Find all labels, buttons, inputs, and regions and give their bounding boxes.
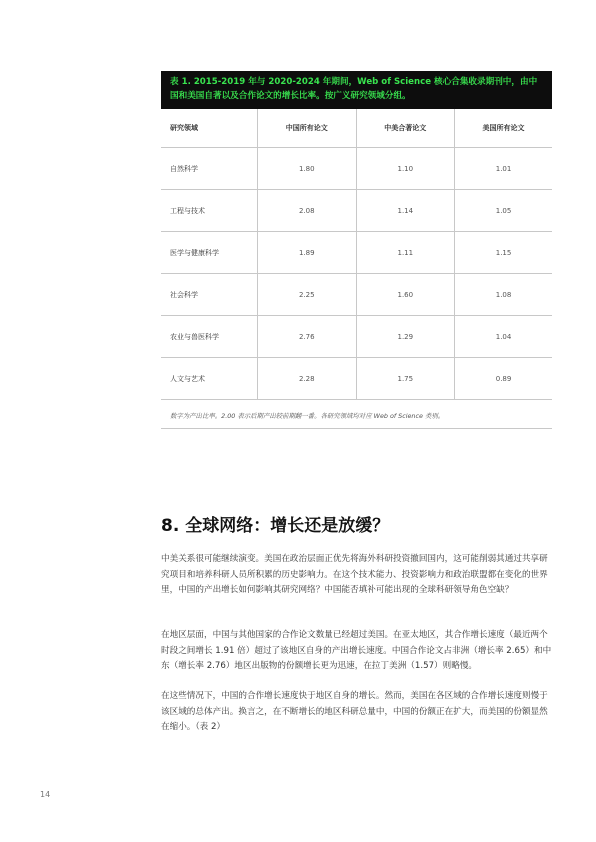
row-us: 1.15 [455, 232, 552, 274]
row-china-us: 1.11 [356, 232, 455, 274]
table-row [161, 232, 552, 274]
table-row [161, 148, 552, 190]
row-field: 农业与兽医科学 [161, 316, 258, 358]
growth-ratio-table [161, 109, 552, 400]
row-china-us: 1.75 [356, 358, 455, 400]
paragraph-3: 在这些情况下，中国的合作增长速度快于地区自身的增长。然而，美国在各区域的合作增长速度则慢于该区域的总体产出。换言之，在不断增长的地区科研总量中，中国的份额正在扩大，而美国的份额显然在缩小。（表 2） [161, 691, 548, 732]
row-field: 人文与艺术 [161, 358, 258, 400]
row-us: 1.01 [455, 148, 552, 190]
section-title: 8. 全球网络：增长还是放缓？ [161, 516, 390, 536]
row-china: 2.28 [258, 358, 357, 400]
row-china: 1.80 [258, 148, 357, 190]
row-us: 1.08 [455, 274, 552, 316]
table-row [161, 274, 552, 316]
table-row [161, 316, 552, 358]
row-us: 0.89 [455, 358, 552, 400]
row-us: 1.04 [455, 316, 552, 358]
row-china-us: 1.60 [356, 274, 455, 316]
header-field: 研究领域 [161, 109, 258, 148]
row-field: 社会科学 [161, 274, 258, 316]
row-field: 自然科学 [161, 148, 258, 190]
table-row [161, 190, 552, 232]
table-1 [161, 71, 552, 429]
row-china: 2.25 [258, 274, 357, 316]
header-china: 中国所有论文 [258, 109, 357, 148]
row-china: 2.08 [258, 190, 357, 232]
table-caption: 表 1. 2015-2019 年与 2020-2024 年期间，Web of Science 核心合集收录期刊中，由中国和美国自著以及合作论文的增长比率。按广义研究领域分组。 [161, 71, 552, 109]
paragraph-2: 在地区层面，中国与其他国家的合作论文数量已经超过美国。在亚太地区，其合作增长速度（最近两个时段之间增长 1.91 倍）超过了该地区自身的产出增长速度。中国合作论文占非洲（增长率 2.65）和中东（增长率 2.76）地区出版物的份额增长更为迅速，在拉丁美洲（1.57）则略慢。 [161, 630, 552, 671]
header-us: 美国所有论文 [455, 109, 552, 148]
table-bottom-divider [161, 428, 552, 429]
table-note: 数字为产出比率。2.00 表示后期产出较前期翻一番。各研究领域均对应 Web of Science 类别。 [170, 412, 445, 420]
row-china: 2.76 [258, 316, 357, 358]
row-china-us: 1.29 [356, 316, 455, 358]
row-field: 医学与健康科学 [161, 232, 258, 274]
table-header-row [161, 109, 552, 148]
table-row [161, 358, 552, 400]
row-field: 工程与技术 [161, 190, 258, 232]
paragraph-1: 中美关系很可能继续演变。美国在政治层面正优先将海外科研投资撤回国内，这可能削弱其通过共享研究项目和培养科研人员所积累的历史影响力。在这个技术能力、投资影响力和政治联盟都在变化的世界里，中国的产出增长如何影响其研究网络？中国能否填补可能出现的全球科研领导角色空缺？ [161, 554, 548, 595]
row-china-us: 1.14 [356, 190, 455, 232]
page-number: 14 [40, 790, 51, 799]
header-china-us: 中美合著论文 [356, 109, 455, 148]
row-us: 1.05 [455, 190, 552, 232]
row-china-us: 1.10 [356, 148, 455, 190]
row-china: 1.89 [258, 232, 357, 274]
